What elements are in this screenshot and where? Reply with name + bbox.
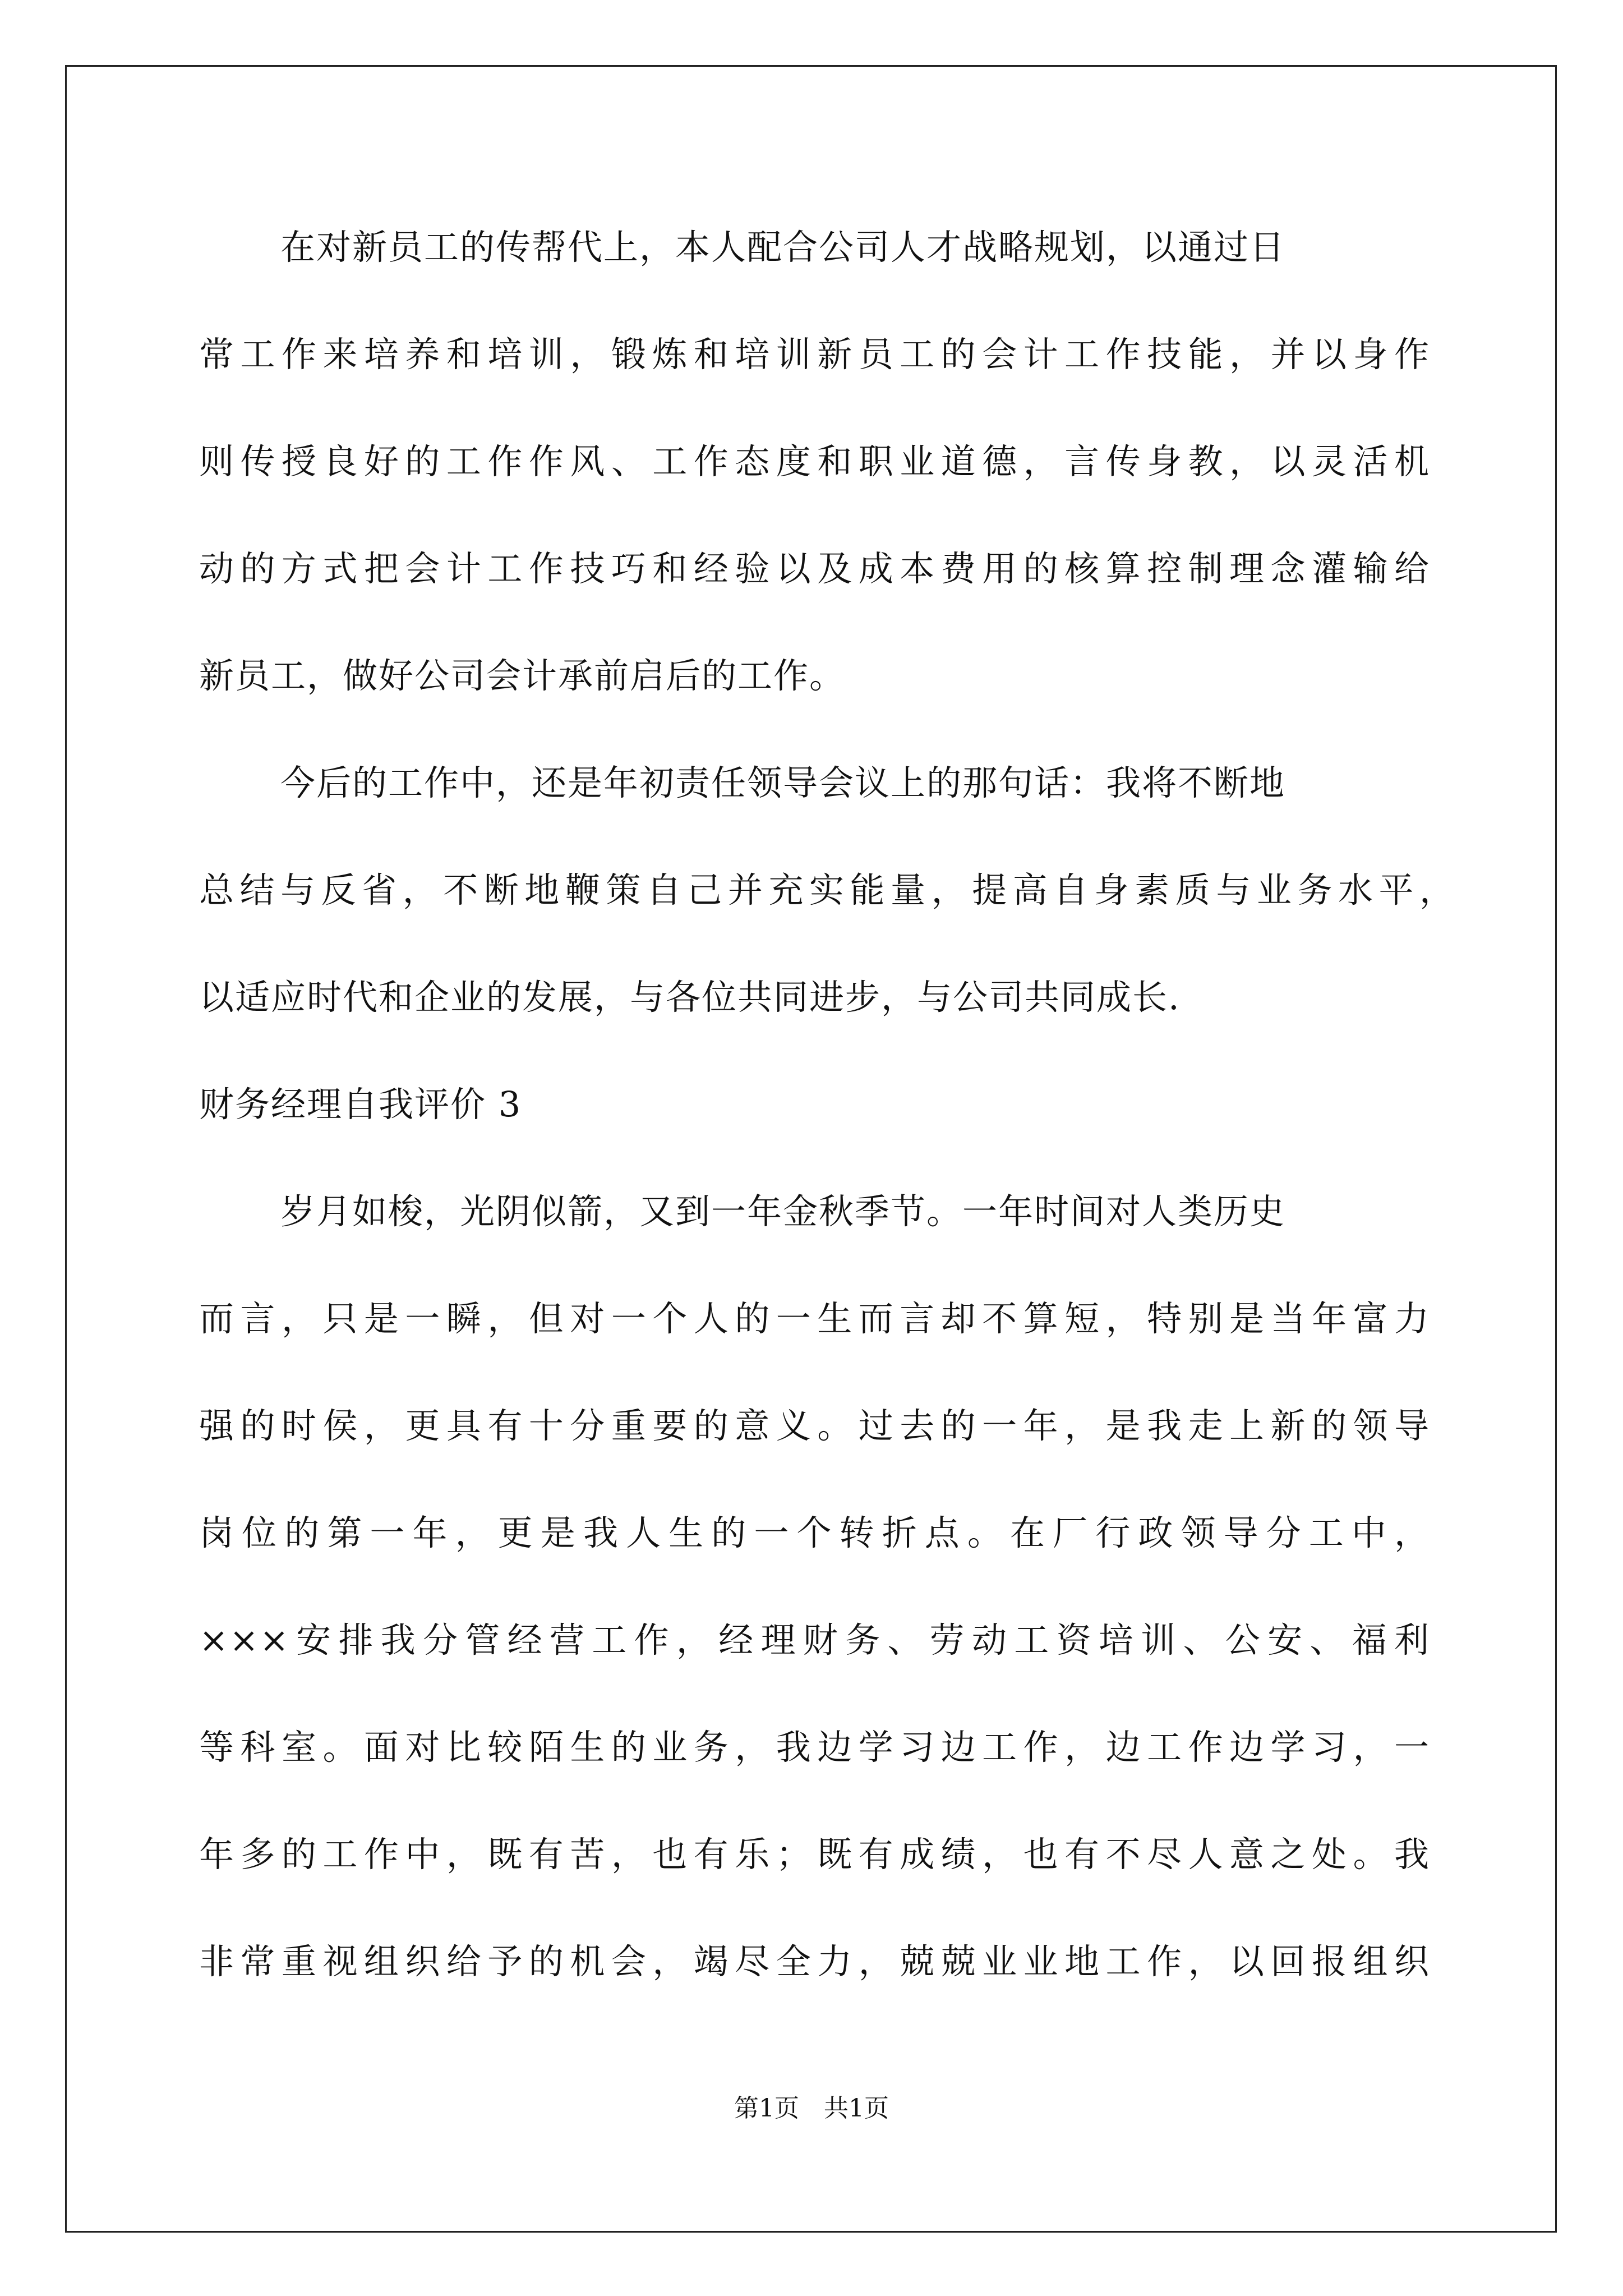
page-footer: 第1页 共1页 [734,2094,889,2123]
text-line: 年多的工作中，既有苦，也有乐；既有成绩，也有不尽人意之处。我 [199,1834,1430,1875]
text-line: 总结与反省，不断地鞭策自己并充实能量，提高自身素质与业务水平， [199,869,1455,910]
text-line: 岁月如梭，光阴似箭，又到一年金秋季节。一年时间对人类历史 [280,1191,1286,1232]
text-line: 强的时侯，更具有十分重要的意义。过去的一年，是我走上新的领导 [199,1405,1430,1446]
text-line: 常工作来培养和培训，锻炼和培训新员工的会计工作技能，并以身作 [199,334,1430,375]
text-line: 岗位的第一年，更是我人生的一个转折点。在厂行政领导分工中， [199,1512,1430,1553]
text-line: 今后的工作中，还是年初责任领导会议上的那句话：我将不断地 [280,762,1286,803]
text-line: 以适应时代和企业的发展，与各位共同进步，与公司共同成长. [199,977,1181,1018]
text-line: ×××安排我分管经营工作，经理财务、劳动工资培训、公安、福利 [199,1619,1430,1660]
text-line: 而言，只是一瞬，但对一个人的一生而言却不算短，特别是当年富力 [199,1298,1430,1339]
text-line: 则传授良好的工作作风、工作态度和职业道德，言传身教，以灵活机 [199,441,1430,482]
text-line: 等科室。面对比较陌生的业务，我边学习边工作，边工作边学习，一 [199,1727,1430,1768]
section-heading: 财务经理自我评价 3 [199,1084,522,1125]
text-line: 非常重视组织给予的机会，竭尽全力，兢兢业业地工作，以回报组织 [199,1941,1430,1982]
text-line: 动的方式把会计工作技巧和经验以及成本费用的核算控制理念灌输给 [199,548,1430,589]
text-line: 在对新员工的传帮代上，本人配合公司人才战略规划，以通过日 [280,227,1286,268]
page-border [65,65,1557,2233]
text-line: 新员工，做好公司会计承前启后的工作。 [199,655,846,696]
